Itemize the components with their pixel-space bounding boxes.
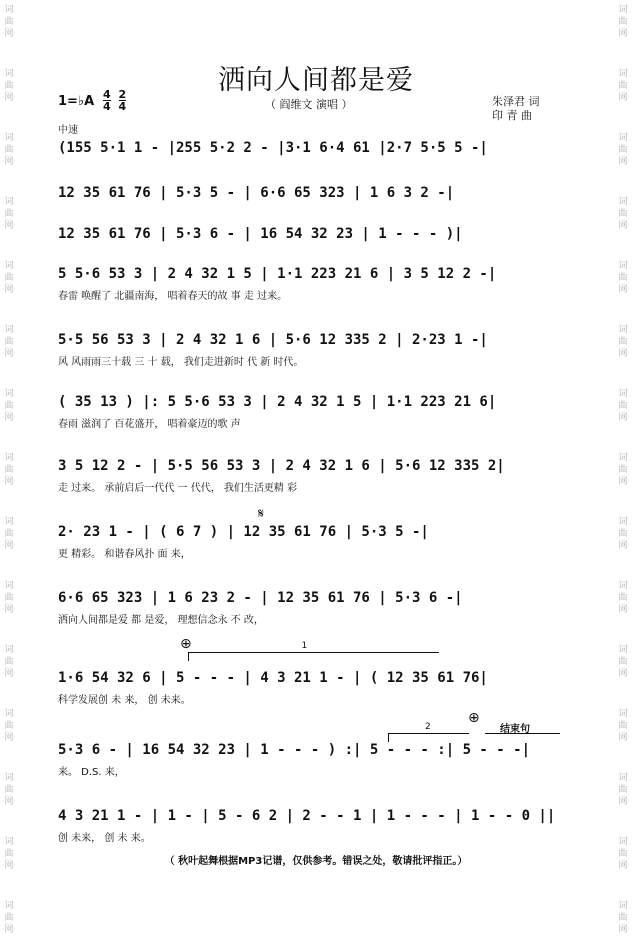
watermark-char: 网 [4, 797, 14, 807]
watermark-char: 词 [618, 645, 628, 655]
watermark-group [2, 896, 16, 949]
lyric-line: 创 未来， 创 未 来。 [58, 833, 151, 844]
time-signature-2-4 [119, 89, 127, 112]
watermark-char: 曲 [4, 593, 14, 603]
watermark-char: 曲 [4, 913, 14, 923]
watermark-group [616, 768, 630, 832]
score-row [58, 806, 568, 846]
watermark-char: 网 [618, 221, 628, 231]
time-sig-numerator: 4 [103, 88, 111, 101]
watermark-char: 词 [618, 901, 628, 911]
watermark-char: 网 [4, 285, 14, 295]
watermark-group [2, 576, 16, 640]
score-row [58, 392, 568, 432]
ending-phrase-label: 结束句 [500, 724, 530, 735]
watermark-group [2, 320, 16, 384]
watermark-group [2, 384, 16, 448]
watermark-group [2, 128, 16, 192]
watermark-char: 网 [618, 413, 628, 423]
score-row [58, 264, 568, 304]
second-ending-number: 2 [425, 722, 431, 732]
score-row [58, 183, 568, 203]
right-watermark-strip [616, 0, 630, 949]
lyric-line: 来。 D.S. 来， [58, 767, 125, 778]
watermark-char: 曲 [4, 17, 14, 27]
watermark-char: 曲 [4, 849, 14, 859]
time-sig-denominator: 4 [103, 100, 111, 113]
watermark-group [616, 640, 630, 704]
watermark-char: 网 [618, 157, 628, 167]
watermark-char: 词 [618, 517, 628, 527]
watermark-char: 曲 [618, 337, 628, 347]
watermark-char: 网 [4, 413, 14, 423]
watermark-char: 网 [4, 349, 14, 359]
notation-line: 4 3 21 1 - | 1 - | 5 - 6 2 | 2 - - 1 | 1 - - - | 1 - - 0 || [58, 808, 556, 824]
watermark-group [2, 0, 16, 64]
lyric-line: 洒向人间都是爱 都 是爱， 理想信念永 不 改， [58, 615, 264, 626]
watermark-char: 网 [618, 669, 628, 679]
watermark-char: 网 [4, 29, 14, 39]
watermark-group [2, 704, 16, 768]
watermark-char: 词 [4, 517, 14, 527]
watermark-char: 网 [618, 93, 628, 103]
song-title: 洒向人间都是爱 [218, 65, 414, 96]
watermark-char: 曲 [618, 465, 628, 475]
watermark-char: 曲 [618, 721, 628, 731]
lyric-line: 春雨 滋润了 百花盛开， 唱着豪迈的歌 声 [58, 419, 241, 430]
watermark-group [616, 256, 630, 320]
watermark-char: 网 [4, 861, 14, 871]
watermark-char: 曲 [618, 17, 628, 27]
score-row [58, 668, 568, 708]
watermark-char: 词 [4, 5, 14, 15]
watermark-char: 曲 [618, 593, 628, 603]
notation-line: 5·5 56 53 3 | 2 4 32 1 6 | 5·6 12 335 2 | 2·23 1 -| [58, 332, 488, 348]
watermark-char: 词 [618, 581, 628, 591]
score-row [58, 740, 568, 780]
watermark-char: 词 [4, 133, 14, 143]
score-row [58, 522, 568, 562]
watermark-group [616, 576, 630, 640]
watermark-char: 网 [618, 797, 628, 807]
watermark-group [616, 448, 630, 512]
notation-line: 6·6 65 323 | 1 6 23 2 - | 12 35 61 76 | 5·3 6 -| [58, 590, 463, 606]
notation-line: 2· 23 1 - | ( 6 7 ) | 12 35 61 76 | 5·3 5 -| [58, 524, 429, 540]
first-ending-number: 1 [301, 641, 308, 651]
watermark-char: 词 [4, 901, 14, 911]
watermark-char: 曲 [4, 785, 14, 795]
watermark-char: 曲 [4, 273, 14, 283]
watermark-char: 曲 [618, 209, 628, 219]
coda-sign-2: ⊕ [468, 710, 480, 726]
lyric-line: 科学发展创 未 来， 创 未来。 [58, 695, 191, 706]
watermark-char: 网 [618, 29, 628, 39]
watermark-char: 网 [618, 285, 628, 295]
watermark-group [616, 512, 630, 576]
key-signature: 1=♭A [58, 94, 95, 109]
score-row [58, 330, 568, 370]
watermark-group [2, 768, 16, 832]
lyric-line: 风 风雨雨三十载 三 十 载， 我们走进新时 代 新 时代。 [58, 357, 304, 368]
watermark-char: 网 [4, 221, 14, 231]
watermark-char: 网 [4, 733, 14, 743]
watermark-char: 曲 [4, 337, 14, 347]
watermark-char: 词 [4, 389, 14, 399]
notation-line: ( 35 13 ) |: 5 5·6 53 3 | 2 4 32 1 5 | 1·1 223 21 6| [58, 394, 497, 410]
watermark-char: 词 [4, 197, 14, 207]
watermark-char: 词 [4, 453, 14, 463]
watermark-char: 网 [618, 541, 628, 551]
watermark-char: 曲 [618, 849, 628, 859]
watermark-char: 曲 [4, 465, 14, 475]
lyricist-credit: 朱泽君 词 [492, 95, 540, 108]
watermark-char: 曲 [618, 81, 628, 91]
score-row [58, 224, 568, 244]
watermark-char: 词 [618, 773, 628, 783]
watermark-char: 词 [618, 453, 628, 463]
watermark-char: 词 [618, 325, 628, 335]
watermark-char: 词 [618, 69, 628, 79]
watermark-char: 曲 [4, 529, 14, 539]
watermark-char: 曲 [618, 529, 628, 539]
watermark-char: 网 [4, 925, 14, 935]
notation-line: 1·6 54 32 6 | 5 - - - | 4 3 21 1 - | ( 12 35 61 76| [58, 670, 488, 686]
watermark-char: 曲 [4, 209, 14, 219]
time-signatures [103, 89, 130, 112]
watermark-char: 词 [4, 261, 14, 271]
tempo-marking: 中速 [58, 125, 78, 136]
score-row [58, 456, 568, 496]
watermark-char: 词 [4, 69, 14, 79]
footnote: （ 秋叶起舞根据MP3记谱，仅供参考。错误之处，敬请批评指正。） [164, 856, 468, 867]
watermark-group [2, 256, 16, 320]
watermark-group [616, 704, 630, 768]
watermark-char: 词 [4, 645, 14, 655]
watermark-char: 曲 [618, 273, 628, 283]
watermark-group [616, 384, 630, 448]
watermark-group [616, 896, 630, 949]
watermark-char: 曲 [4, 401, 14, 411]
watermark-char: 词 [618, 837, 628, 847]
watermark-char: 词 [4, 837, 14, 847]
singer-credit: （ 阎维文 演唱 ） [265, 98, 353, 111]
watermark-char: 网 [4, 669, 14, 679]
lyric-line: 走 过来。 承前启后一代代 一 代代， 我们生活更精 彩 [58, 483, 298, 494]
watermark-char: 曲 [618, 785, 628, 795]
coda-sign-1: ⊕ [180, 636, 192, 652]
watermark-char: 词 [618, 709, 628, 719]
watermark-char: 曲 [618, 913, 628, 923]
watermark-group [616, 192, 630, 256]
watermark-char: 词 [618, 133, 628, 143]
watermark-group [616, 320, 630, 384]
second-ending-bracket [388, 722, 469, 742]
first-ending-bracket [188, 641, 439, 661]
time-sig-denominator: 4 [118, 100, 127, 113]
watermark-char: 曲 [4, 145, 14, 155]
watermark-char: 网 [618, 925, 628, 935]
watermark-char: 曲 [4, 81, 14, 91]
credits [492, 95, 540, 123]
notation-line: (155 5·1 1 - |255 5·2 2 - |3·1 6·4 61 |2·7 5·5 5 -| [58, 140, 488, 156]
time-sig-numerator: 2 [118, 88, 127, 101]
watermark-char: 网 [4, 541, 14, 551]
watermark-char: 词 [618, 261, 628, 271]
time-signature-4-4 [103, 89, 111, 112]
left-watermark-strip [2, 0, 16, 949]
composer-credit: 印 青 曲 [492, 109, 532, 122]
notation-line: 5 5·6 53 3 | 2 4 32 1 5 | 1·1 223 21 6 | 3 5 12 2 -| [58, 266, 497, 282]
watermark-char: 曲 [4, 721, 14, 731]
score-row [58, 588, 568, 628]
score-row [58, 138, 568, 158]
watermark-char: 网 [4, 157, 14, 167]
watermark-char: 词 [618, 5, 628, 15]
watermark-char: 网 [618, 477, 628, 487]
watermark-group [2, 192, 16, 256]
watermark-group [2, 640, 16, 704]
notation-line: 12 35 61 76 | 5·3 6 - | 16 54 32 23 | 1 - - - )| [58, 226, 463, 242]
watermark-group [2, 448, 16, 512]
watermark-char: 词 [4, 773, 14, 783]
watermark-group [616, 0, 630, 64]
watermark-char: 词 [4, 581, 14, 591]
watermark-char: 网 [618, 605, 628, 615]
lyric-line: 春雷 唤醒了 北疆南海， 唱着春天的故 事 走 过来。 [58, 291, 288, 302]
watermark-char: 网 [4, 477, 14, 487]
watermark-char: 词 [4, 325, 14, 335]
watermark-char: 网 [618, 861, 628, 871]
watermark-char: 网 [4, 93, 14, 103]
watermark-char: 曲 [618, 657, 628, 667]
watermark-group [616, 128, 630, 192]
watermark-group [2, 512, 16, 576]
segno-sign: 𝄋 [258, 506, 265, 522]
notation-line: 5·3 6 - | 16 54 32 23 | 1 - - - ) :| 5 - - - :| 5 - - -| [58, 742, 531, 758]
watermark-char: 网 [618, 733, 628, 743]
watermark-char: 词 [4, 709, 14, 719]
notation-line: 3 5 12 2 - | 5·5 56 53 3 | 2 4 32 1 6 | 5·6 12 335 2| [58, 458, 505, 474]
watermark-char: 曲 [618, 145, 628, 155]
watermark-char: 词 [618, 389, 628, 399]
watermark-char: 网 [4, 605, 14, 615]
watermark-char: 词 [618, 197, 628, 207]
watermark-char: 网 [618, 349, 628, 359]
notation-line: 12 35 61 76 | 5·3 5 - | 6·6 65 323 | 1 6 3 2 -| [58, 185, 455, 201]
watermark-char: 曲 [618, 401, 628, 411]
lyric-line: 更 精彩。 和谐春风扑 面 来， [58, 549, 191, 560]
watermark-char: 曲 [4, 657, 14, 667]
